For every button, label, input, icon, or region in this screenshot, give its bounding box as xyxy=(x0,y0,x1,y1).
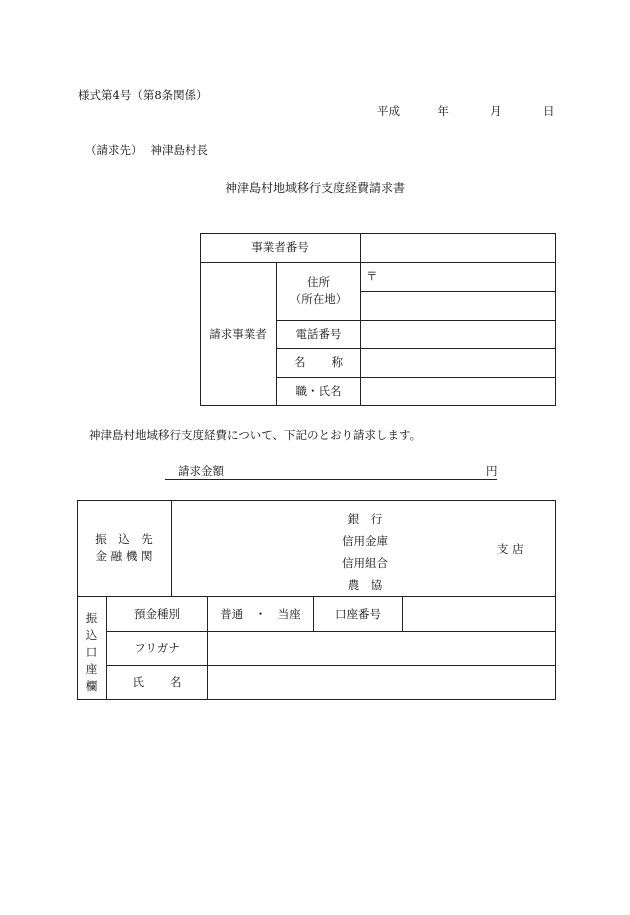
address-label xyxy=(277,262,360,320)
address-label-main: 住所 xyxy=(307,275,330,290)
account-section-char: 口 xyxy=(85,645,98,659)
amount-unit: 円 xyxy=(486,464,498,478)
furigana-label: フリガナ xyxy=(134,641,180,656)
claimant-table xyxy=(200,233,556,406)
addressee-name: 神津島村長 xyxy=(150,143,208,157)
postal-mark: 〒 xyxy=(366,269,378,283)
company-name-label-2: 称 xyxy=(331,355,343,370)
bank-type-bank: 銀 行 xyxy=(347,512,383,526)
business-number-label: 事業者番号 xyxy=(251,240,309,255)
account-section-char: 座 xyxy=(85,662,98,676)
date-month: 月 xyxy=(490,104,502,118)
company-name-label xyxy=(277,348,360,377)
company-name-field[interactable] xyxy=(361,349,555,377)
date-year: 年 xyxy=(437,104,449,118)
document-title: 神津島村地域移行支度経費請求書 xyxy=(224,181,405,195)
account-section-char: 振 xyxy=(85,611,98,625)
amount-label: 請求金額 xyxy=(178,464,224,478)
bank-type-list xyxy=(335,508,395,596)
date-line xyxy=(377,103,554,119)
claimant-label: 請求事業者 xyxy=(209,326,267,341)
phone-label: 電話番号 xyxy=(295,326,342,341)
transfer-bank-label xyxy=(77,500,171,596)
date-day: 日 xyxy=(542,104,555,118)
deposit-type-options[interactable]: 普通 ・ 当座 xyxy=(220,606,301,621)
furigana-field[interactable] xyxy=(208,632,555,665)
transfer-bank-label-1: 振 込 先 xyxy=(95,532,153,547)
bank-type-nokyo: 農 協 xyxy=(347,578,383,592)
account-holder-label-2: 名 xyxy=(170,675,182,690)
account-holder-field[interactable] xyxy=(208,666,555,699)
postal-code-field[interactable] xyxy=(361,263,555,291)
account-section-char: 欄 xyxy=(85,679,98,693)
account-number-label: 口座番号 xyxy=(335,606,381,621)
form-number: 様式第4号（第8条関係） xyxy=(78,88,208,102)
account-section-char: 込 xyxy=(85,628,98,642)
account-holder-label-1: 氏 xyxy=(132,675,144,690)
transfer-bank-label-2: 金 融 機 関 xyxy=(95,549,153,563)
position-name-field[interactable] xyxy=(361,378,555,405)
account-holder-label xyxy=(107,666,207,699)
deposit-type-label: 預金種別 xyxy=(134,606,180,621)
branch-label: 支 店 xyxy=(497,542,524,556)
amount-field[interactable] xyxy=(230,460,482,478)
account-section-label xyxy=(77,610,106,695)
account-number-field[interactable] xyxy=(403,597,555,631)
addressee-label: （請求先） xyxy=(85,143,143,157)
addressee xyxy=(85,142,208,158)
date-era: 平成 xyxy=(377,104,400,118)
company-name-label-1: 名 xyxy=(294,355,306,370)
business-number-field[interactable] xyxy=(361,233,555,262)
address-label-sub: （所在地） xyxy=(289,292,348,306)
bank-type-shinkin: 信用金庫 xyxy=(342,534,388,548)
bank-table xyxy=(77,500,556,700)
bank-type-credit-union: 信用組合 xyxy=(342,556,388,570)
address-field[interactable] xyxy=(361,292,555,320)
request-statement: 神津島村地域移行支度経費について、下記のとおり請求します。 xyxy=(89,428,422,442)
phone-field[interactable] xyxy=(361,321,555,348)
position-name-label: 職・氏名 xyxy=(295,383,342,398)
amount-underline xyxy=(165,479,497,480)
